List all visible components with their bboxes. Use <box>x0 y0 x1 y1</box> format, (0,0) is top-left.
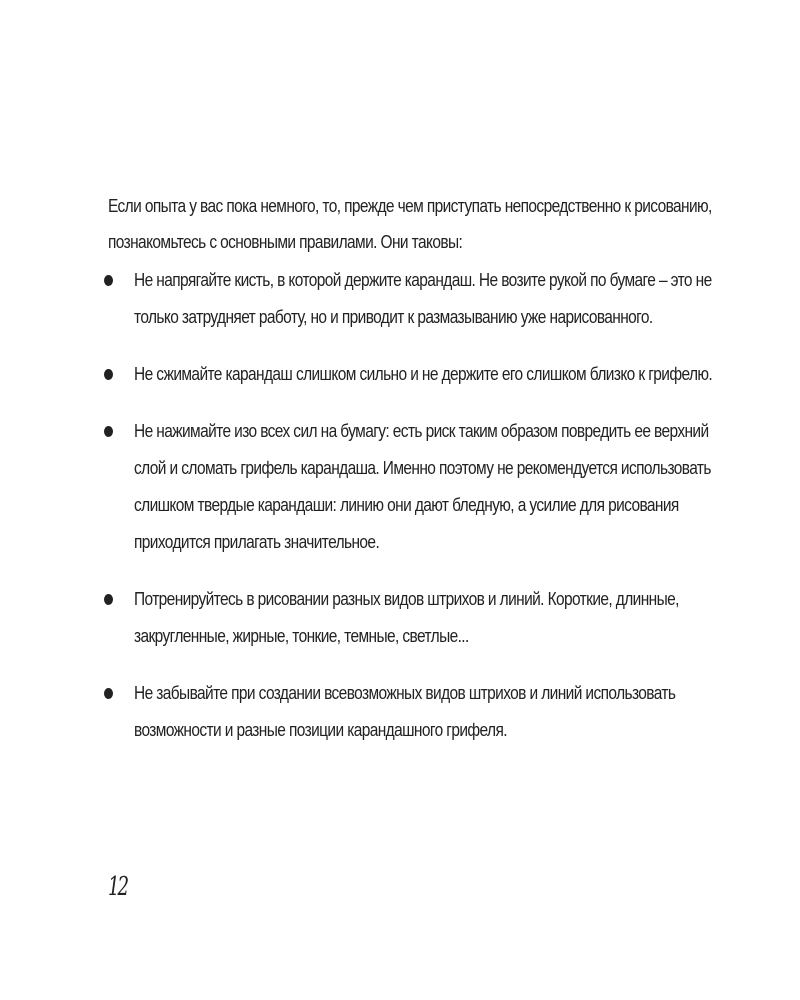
rule-text: Не нажимайте изо всех сил на бумагу: есть риск таким образом повредить ее верхний слой и сломать грифель карандаша. Именно поэтому не рекомендуется использовать слишком твердые карандаши: линию они дают бледную, а усилие для рисования приходится прилагать значительное. <box>134 421 711 552</box>
bullet-icon <box>104 594 113 605</box>
rules-list <box>104 262 744 771</box>
intro-paragraph: Если опыта у вас пока немного, то, прежде чем приступать непосредственно к рисованию, познакомьтесь с основными правилами. Они таковы: <box>108 196 712 252</box>
rule-text: Не сжимайте карандаш слишком сильно и не держите его слишком близко к грифелю. <box>134 364 713 384</box>
list-item <box>104 262 744 336</box>
list-item <box>104 356 744 393</box>
list-item <box>104 581 744 655</box>
rule-text: Потренируйтесь в рисовании разных видов штрихов и линий. Короткие, длинные, закругленные, жирные, тонкие, темные, светлые... <box>134 589 679 646</box>
bullet-icon <box>104 275 113 286</box>
bullet-icon <box>104 688 113 699</box>
page-number: 12 <box>108 872 127 902</box>
bullet-icon <box>104 369 113 380</box>
rule-text: Не напрягайте кисть, в которой держите карандаш. Не возите рукой по бумаге – это не только затрудняет работу, но и приводит к размазыванию уже нарисованного. <box>134 270 712 327</box>
rule-text: Не забывайте при создании всевозможных видов штрихов и линий использовать возможности и разные позиции карандашного грифеля. <box>134 683 676 740</box>
list-item <box>104 413 744 561</box>
bullet-icon <box>104 426 113 437</box>
list-item <box>104 675 744 749</box>
